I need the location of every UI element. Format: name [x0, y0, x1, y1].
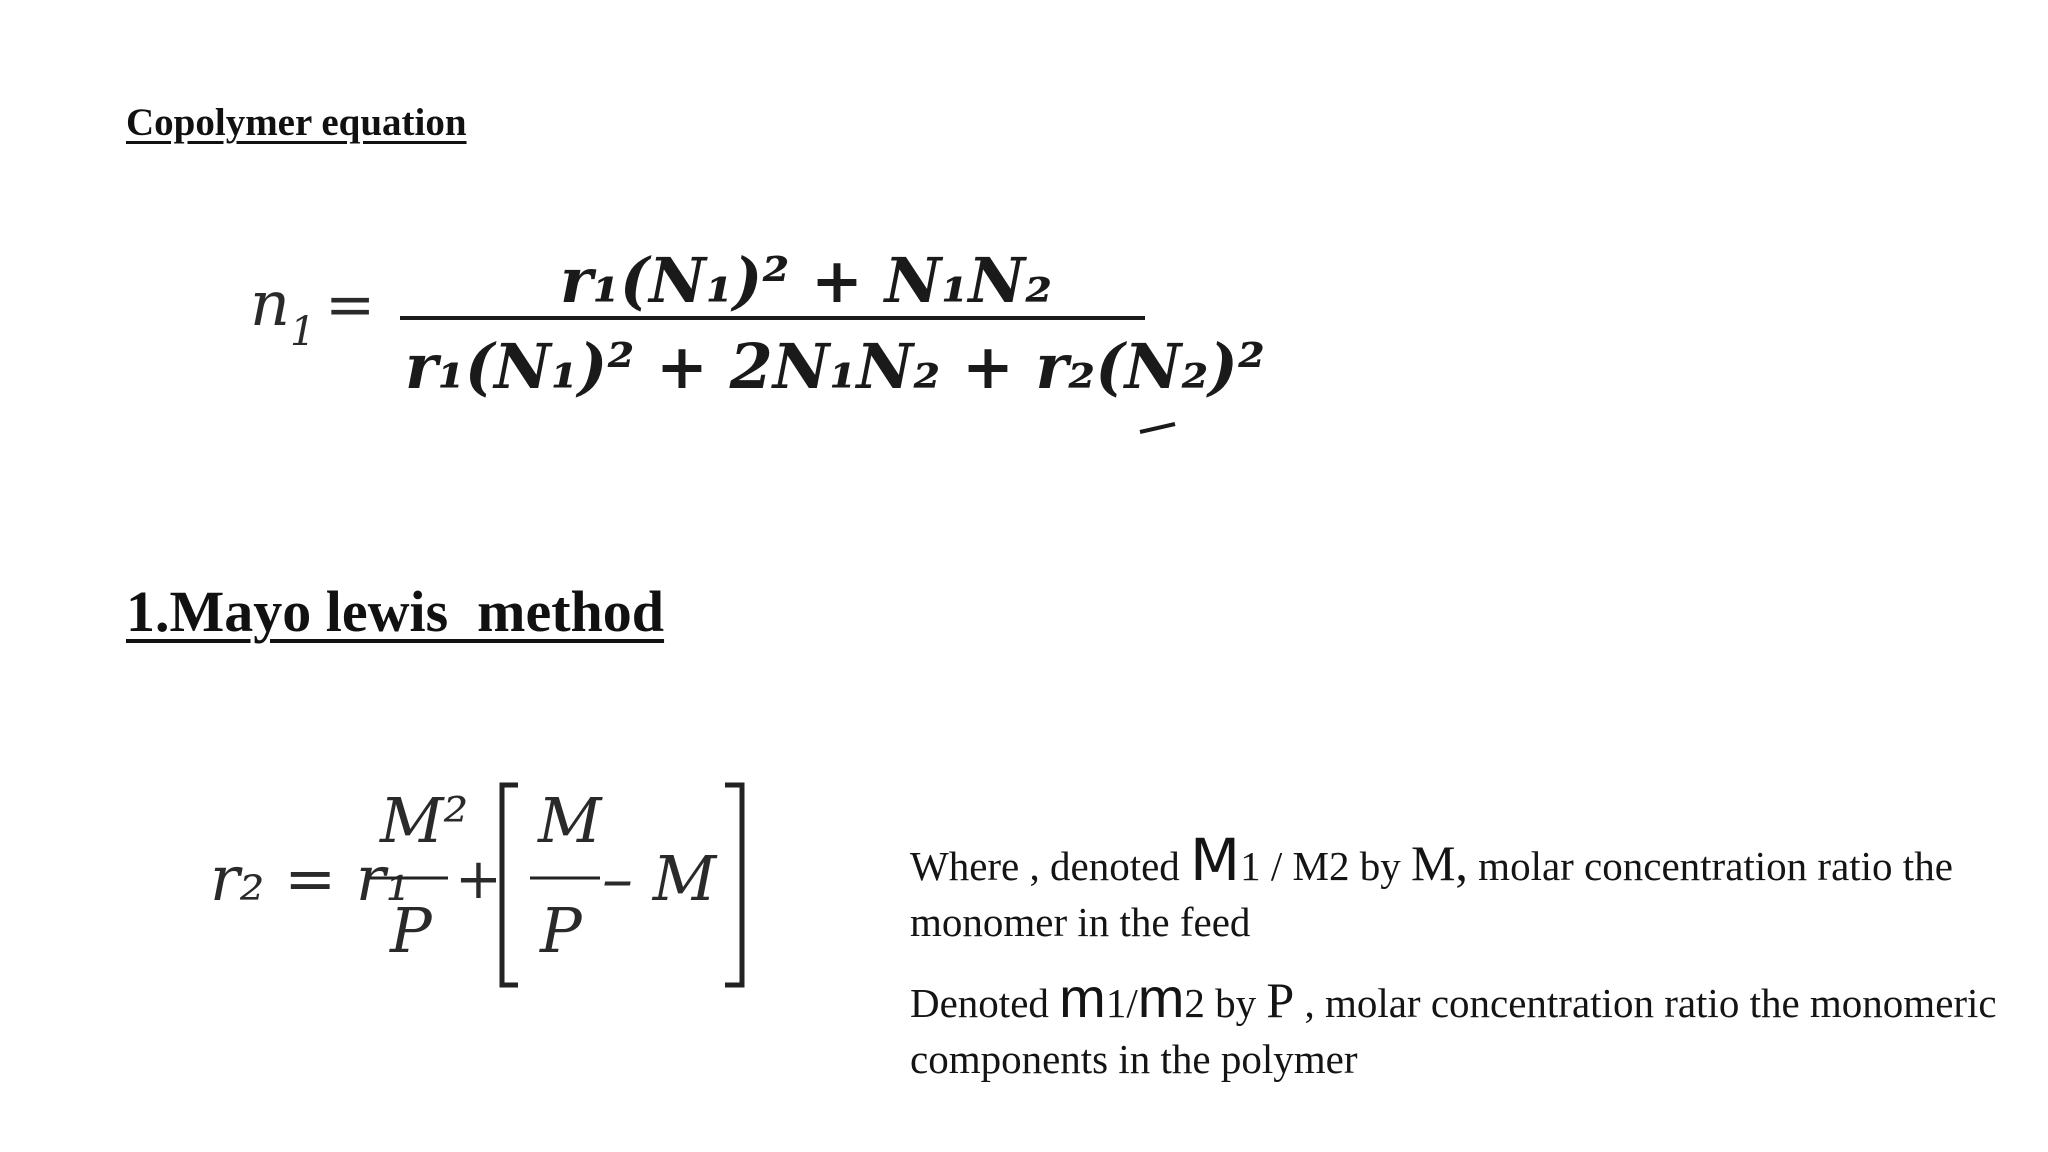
eq2-frac1-den: P — [390, 894, 432, 967]
eq1-denominator: r₁(N₁)² + 2N₁N₂ + r₂(N₂)² — [405, 330, 1265, 403]
section-title: Copolymer equation — [126, 101, 467, 144]
copolymer-equation — [240, 220, 1265, 450]
method-title: 1.Mayo lewis method — [126, 579, 665, 644]
eq1-numerator: r₁(N₁)² + N₁N₂ — [560, 244, 1053, 317]
eq2-frac2-den: P — [540, 894, 582, 967]
description-line-1: Where , denoted M1 / M2 by M, molar concentration ratio the monomer in the feed — [910, 826, 1953, 945]
eq2-right-bracket — [725, 785, 742, 985]
description-block — [910, 826, 2010, 1107]
eq2-lhs: r₂ = r₁ — [210, 842, 411, 915]
svg-text:=: = — [325, 270, 376, 340]
eq2-frac2-num: M — [538, 784, 602, 857]
mayo-lewis-equation — [190, 760, 790, 1010]
eq2-tail: – M — [602, 842, 717, 915]
eq2-left-bracket — [502, 785, 518, 985]
eq1-lhs-sub: 1 — [290, 309, 316, 355]
eq1-lhs-var: n — [250, 267, 290, 340]
eq2-frac1-num: M² — [380, 784, 469, 857]
eq2-plus: + — [455, 847, 502, 912]
description-line-2: Denoted m1/m2 by P , molar concentration ratio the monomeric components in the polymer — [910, 966, 1997, 1082]
